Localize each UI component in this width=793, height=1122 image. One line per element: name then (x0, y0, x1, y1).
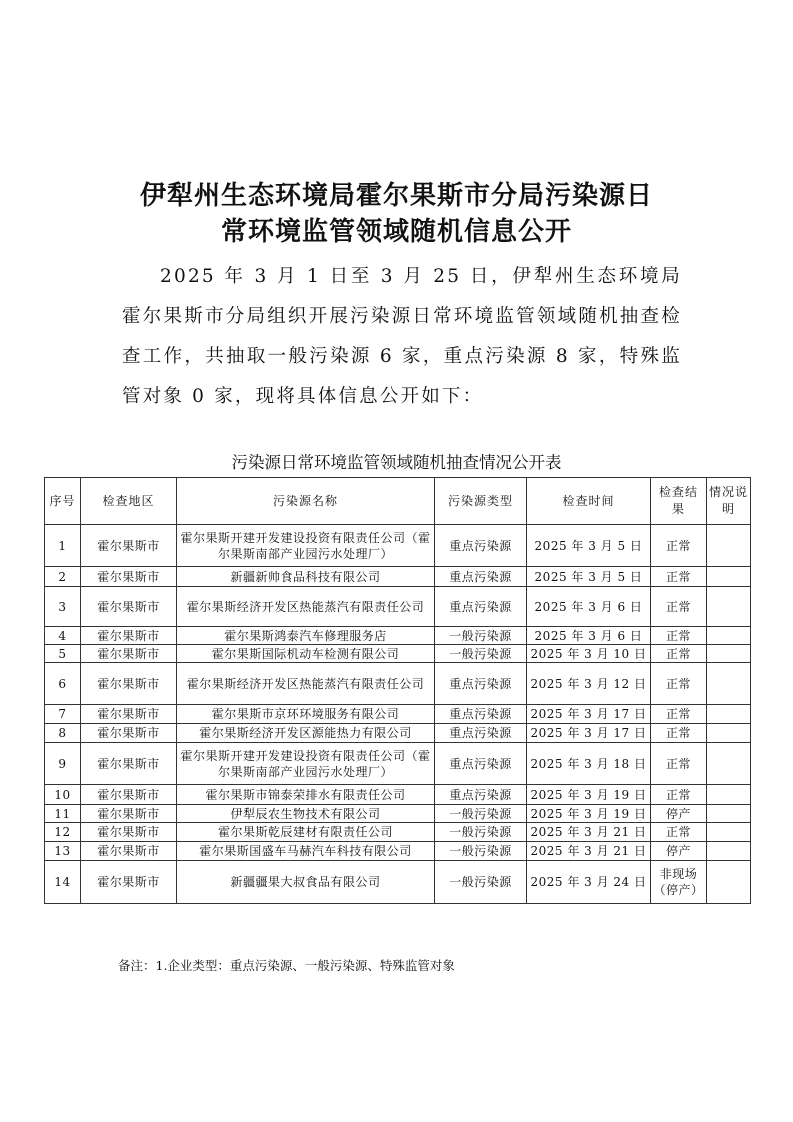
table-row (45, 842, 751, 861)
header-name: 污染源名称 (177, 478, 435, 525)
cell-type: 一般污染源 (435, 627, 527, 645)
cell-date: 2025 年 3 月 5 日 (527, 525, 651, 567)
cell-region: 霍尔果斯市 (81, 805, 177, 823)
cell-date: 2025 年 3 月 24 日 (527, 861, 651, 904)
cell-no: 11 (45, 805, 81, 823)
cell-result: 正常 (651, 525, 707, 567)
cell-name: 霍尔果斯经济开发区源能热力有限公司 (177, 724, 435, 743)
cell-result: 正常 (651, 785, 707, 805)
footnote: 备注：1.企业类型：重点污染源、一般污染源、特殊监管对象 (118, 958, 455, 973)
cell-region: 霍尔果斯市 (81, 785, 177, 805)
cell-type: 一般污染源 (435, 805, 527, 823)
cell-type: 重点污染源 (435, 663, 527, 705)
table-row (45, 724, 751, 743)
cell-date: 2025 年 3 月 19 日 (527, 805, 651, 823)
cell-date: 2025 年 3 月 12 日 (527, 663, 651, 705)
cell-type: 重点污染源 (435, 724, 527, 743)
cell-result: 正常 (651, 627, 707, 645)
header-note: 情况说明 (707, 478, 751, 525)
cell-region: 霍尔果斯市 (81, 525, 177, 567)
cell-date: 2025 年 3 月 18 日 (527, 743, 651, 785)
cell-no: 2 (45, 567, 81, 587)
table-row (45, 805, 751, 823)
table-row (45, 743, 751, 785)
table-row (45, 705, 751, 724)
cell-no: 4 (45, 627, 81, 645)
table-row (45, 627, 751, 645)
table-header-row (45, 478, 751, 525)
cell-region: 霍尔果斯市 (81, 861, 177, 904)
cell-type: 一般污染源 (435, 842, 527, 861)
cell-result: 正常 (651, 587, 707, 627)
cell-result: 正常 (651, 724, 707, 743)
header-result: 检查结果 (651, 478, 707, 525)
header-no: 序号 (45, 478, 81, 525)
cell-no: 14 (45, 861, 81, 904)
cell-name: 伊犁辰农生物技术有限公司 (177, 805, 435, 823)
cell-note (707, 861, 751, 904)
cell-name: 霍尔果斯经济开发区热能蒸汽有限责任公司 (177, 587, 435, 627)
cell-type: 重点污染源 (435, 743, 527, 785)
table-caption: 污染源日常环境监管领域随机抽查情况公开表 (231, 453, 562, 472)
document-title (90, 178, 703, 250)
cell-date: 2025 年 3 月 17 日 (527, 724, 651, 743)
cell-name: 新疆新帅食品科技有限公司 (177, 567, 435, 587)
cell-note (707, 743, 751, 785)
cell-region: 霍尔果斯市 (81, 567, 177, 587)
cell-type: 一般污染源 (435, 861, 527, 904)
inspection-table (44, 477, 751, 904)
cell-note (707, 785, 751, 805)
cell-result: 正常 (651, 645, 707, 663)
cell-name: 霍尔果斯经济开发区热能蒸汽有限责任公司 (177, 663, 435, 705)
cell-no: 8 (45, 724, 81, 743)
cell-region: 霍尔果斯市 (81, 627, 177, 645)
cell-region: 霍尔果斯市 (81, 743, 177, 785)
cell-type: 一般污染源 (435, 823, 527, 842)
cell-result: 停产 (651, 842, 707, 861)
cell-result: 正常 (651, 823, 707, 842)
title-line-1: 伊犁州生态环境局霍尔果斯市分局污染源日 (139, 181, 653, 211)
cell-date: 2025 年 3 月 6 日 (527, 587, 651, 627)
cell-region: 霍尔果斯市 (81, 842, 177, 861)
header-date: 检查时间 (527, 478, 651, 525)
table-row (45, 663, 751, 705)
cell-date: 2025 年 3 月 6 日 (527, 627, 651, 645)
cell-result: 正常 (651, 743, 707, 785)
cell-date: 2025 年 3 月 19 日 (527, 785, 651, 805)
cell-name: 霍尔果斯乾辰建材有限责任公司 (177, 823, 435, 842)
cell-note (707, 627, 751, 645)
cell-region: 霍尔果斯市 (81, 663, 177, 705)
cell-result: 非现场（停产） (651, 861, 707, 904)
cell-note (707, 525, 751, 567)
cell-note (707, 823, 751, 842)
cell-region: 霍尔果斯市 (81, 705, 177, 724)
cell-note (707, 805, 751, 823)
cell-no: 1 (45, 525, 81, 567)
table-row (45, 525, 751, 567)
cell-type: 重点污染源 (435, 785, 527, 805)
cell-note (707, 587, 751, 627)
cell-note (707, 724, 751, 743)
cell-name: 霍尔果斯开建开发建设投资有限责任公司（霍尔果斯南部产业园污水处理厂） (177, 525, 435, 567)
cell-note (707, 705, 751, 724)
cell-no: 12 (45, 823, 81, 842)
intro-paragraph: 2025 年 3 月 1 日至 3 月 25 日，伊犁州生态环境局霍尔果斯市分局组织开展污染源日常环境监管领域随机抽查检查工作，共抽取一般污染源 6 家，重点污染源 8 家，特殊监管对象 0 家，现将具体信息公开如下： (122, 266, 682, 407)
table-body (45, 525, 751, 904)
cell-type: 一般污染源 (435, 645, 527, 663)
table-row (45, 823, 751, 842)
cell-result: 正常 (651, 663, 707, 705)
cell-region: 霍尔果斯市 (81, 587, 177, 627)
cell-no: 3 (45, 587, 81, 627)
table-row (45, 645, 751, 663)
cell-type: 重点污染源 (435, 587, 527, 627)
cell-name: 霍尔果斯国际机动车检测有限公司 (177, 645, 435, 663)
table-row (45, 861, 751, 904)
cell-region: 霍尔果斯市 (81, 823, 177, 842)
cell-no: 6 (45, 663, 81, 705)
cell-date: 2025 年 3 月 17 日 (527, 705, 651, 724)
cell-no: 10 (45, 785, 81, 805)
table-row (45, 587, 751, 627)
cell-note (707, 567, 751, 587)
cell-note (707, 645, 751, 663)
cell-date: 2025 年 3 月 21 日 (527, 823, 651, 842)
cell-name: 霍尔果斯市锦泰荣排水有限责任公司 (177, 785, 435, 805)
cell-result: 停产 (651, 805, 707, 823)
title-line-2: 常环境监管领域随机信息公开 (220, 217, 572, 247)
cell-no: 13 (45, 842, 81, 861)
cell-no: 9 (45, 743, 81, 785)
cell-type: 重点污染源 (435, 705, 527, 724)
cell-note (707, 842, 751, 861)
table-row (45, 567, 751, 587)
table-row (45, 785, 751, 805)
cell-date: 2025 年 3 月 10 日 (527, 645, 651, 663)
cell-name: 霍尔果斯国盛车马赫汽车科技有限公司 (177, 842, 435, 861)
cell-no: 7 (45, 705, 81, 724)
cell-type: 重点污染源 (435, 567, 527, 587)
cell-type: 重点污染源 (435, 525, 527, 567)
header-region: 检查地区 (81, 478, 177, 525)
cell-region: 霍尔果斯市 (81, 724, 177, 743)
cell-name: 霍尔果斯开建开发建设投资有限责任公司（霍尔果斯南部产业园污水处理厂） (177, 743, 435, 785)
cell-region: 霍尔果斯市 (81, 645, 177, 663)
cell-note (707, 663, 751, 705)
cell-date: 2025 年 3 月 21 日 (527, 842, 651, 861)
header-type: 污染源类型 (435, 478, 527, 525)
cell-name: 霍尔果斯鸿泰汽车修理服务店 (177, 627, 435, 645)
cell-result: 正常 (651, 567, 707, 587)
cell-no: 5 (45, 645, 81, 663)
cell-result: 正常 (651, 705, 707, 724)
cell-date: 2025 年 3 月 5 日 (527, 567, 651, 587)
cell-name: 霍尔果斯市京环环境服务有限公司 (177, 705, 435, 724)
cell-name: 新疆疆果大叔食品有限公司 (177, 861, 435, 904)
